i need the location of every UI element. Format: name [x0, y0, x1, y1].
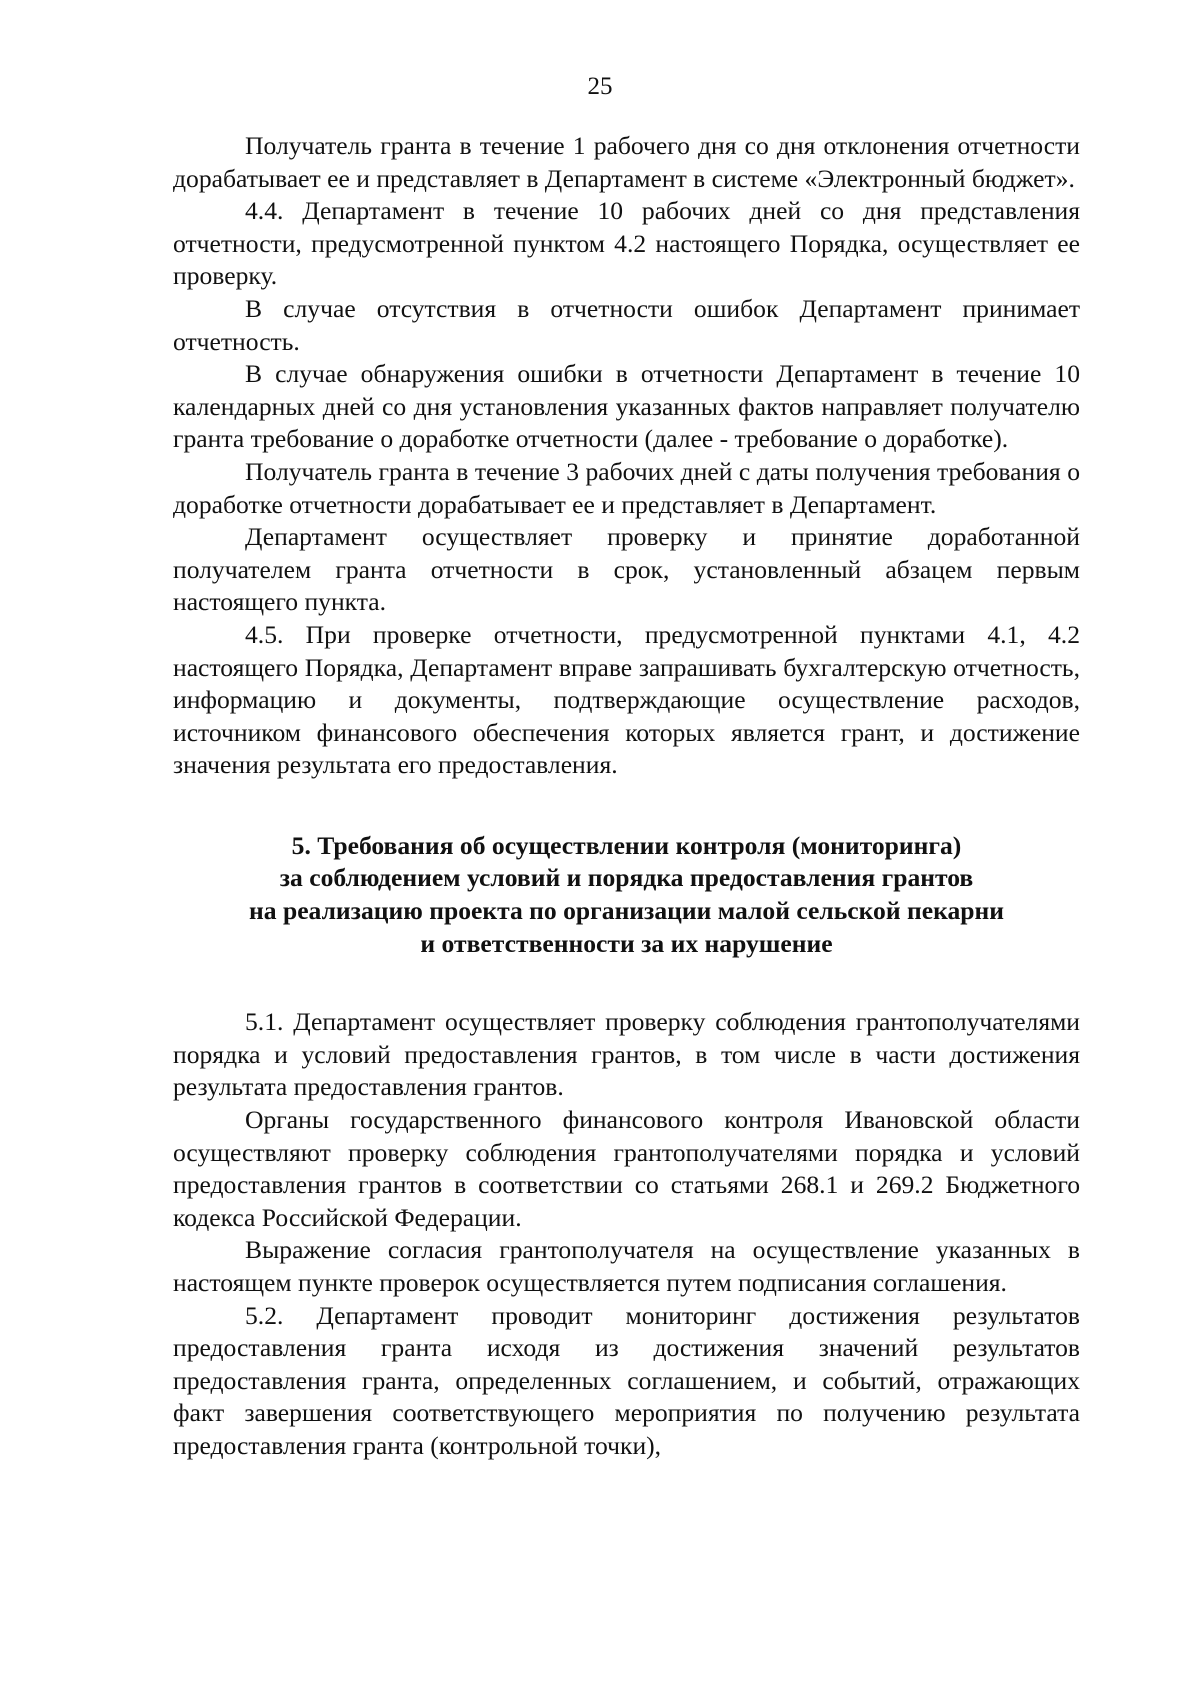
paragraph: Получатель гранта в течение 3 рабочих дней с даты получения требования о доработке отчетности дорабатывает ее и представляет в Департамент. — [173, 456, 1080, 519]
paragraph: Органы государственного финансового контроля Ивановской области осуществляют проверку соблюдения грантополучателями порядка и условий предоставления грантов в соответствии со статьями 268.1 и 269.2 Бюджетного кодекса Российской Федерации. — [173, 1105, 1080, 1232]
paragraph: 5.1. Департамент осуществляет проверку соблюдения грантополучателями порядка и условий предоставления грантов, в том числе в части достижения результата предоставления грантов. — [173, 1007, 1080, 1102]
section-heading-line: и ответственности за их нарушение — [420, 928, 833, 958]
section-heading — [173, 830, 1080, 960]
paragraph: В случае отсутствия в отчетности ошибок Департамент принимает отчетность. — [173, 293, 1080, 356]
section-heading-line: 5. Требования об осуществлении контроля (мониторинга) — [291, 830, 962, 860]
section-heading-line: на реализацию проекта по организации малой сельской пекарни — [249, 896, 1004, 926]
paragraph: Выражение согласия грантополучателя на осуществление указанных в настоящем пункте проверок осуществляется путем подписания соглашения. — [173, 1235, 1080, 1297]
page-number: 25 — [587, 73, 613, 100]
paragraph: 4.4. Департамент в течение 10 рабочих дней со дня представления отчетности, предусмотренной пунктом 4.2 настоящего Порядка, осуществляет ее проверку. — [173, 196, 1080, 291]
paragraph: В случае обнаружения ошибки в отчетности Департамент в течение 10 календарных дней со дня установления указанных фактов направляет получателю гранта требование о доработке отчетности (далее - требование о доработке). — [173, 359, 1080, 454]
document-body — [173, 130, 1080, 1463]
paragraph: 4.5. При проверке отчетности, предусмотренной пунктами 4.1, 4.2 настоящего Порядка, Департамент вправе запрашивать бухгалтерскую отчетность, информацию и документы, подтверждающие осуществление расходов, источником финансового обеспечения которых является грант, и достижение значения результата его предоставления. — [173, 619, 1080, 780]
paragraph: Получатель гранта в течение 1 рабочего дня со дня отклонения отчетности дорабатывает ее и представляет в Департамент в системе «Электронный бюджет». — [173, 131, 1080, 193]
paragraph: 5.2. Департамент проводит мониторинг достижения результатов предоставления гранта исходя из достижения значений результатов предоставления гранта, определенных соглашением, и событий, отражающих факт завершения соответствующего мероприятия по получению результата предоставления гранта (контрольной точки), — [173, 1300, 1080, 1460]
paragraph: Департамент осуществляет проверку и принятие доработанной получателем гранта отчетности в срок, установленный абзацем первым настоящего пункта. — [173, 522, 1080, 617]
section-heading-line: за соблюдением условий и порядка предоставления грантов — [279, 863, 974, 893]
